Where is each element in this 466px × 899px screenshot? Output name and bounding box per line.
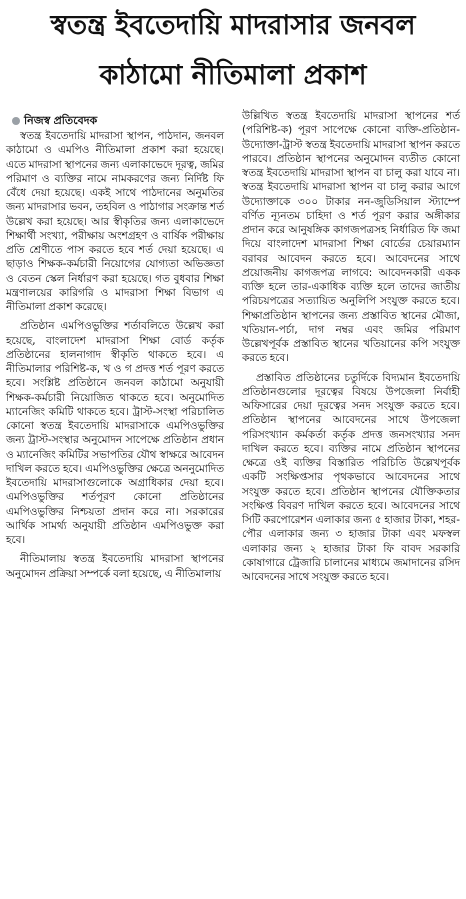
article-column-left: [6, 114, 224, 581]
article-paragraph: উল্লিখিত স্বতন্ত্র ইবতেদায়ি মাদরাসা স্থাপনের শর্ত (পরিশিষ্ট-ক) পূরণ সাপেক্ষে কোনো ব্যক্তি-প্রতিষ্ঠান-উদ্যোক্তা-ট্রাস্ট স্বতন্ত্র ইবতেদায়ি মাদরাসা স্থাপন করতে পারবে। প্রতিষ্ঠান স্থাপনের অনুমোদন ব্যতীত কোনো স্বতন্ত্র ইবতেদায়ি মাদরাসা স্থাপন বা চালু করা যাবে না। স্বতন্ত্র ইবতেদায়ি মাদরাসা স্থাপন বা চালু করার আগে উদ্যোক্তাকে ৩০০ টাকার নন-জুডিসিয়াল স্ট্যাম্পে বর্ণিত ন্যূনতম চাহিদা ও শর্ত পূরণ করার অঙ্গীকার প্রদান করে আনুষঙ্গিক কাগজপত্রসহ নির্ধারিত ফি জমা দিয়ে বাংলাদেশ মাদরাসা শিক্ষা বোর্ডের চেয়ারম্যান বরাবর আবেদন করতে হবে। আবেদনের সাথে প্রয়োজনীয় কাগজপত্র লাগবে: আবেদনকারী একক ব্যক্তি হলে তার-একাধিক ব্যক্তি হলে তাদের জাতীয় পরিচয়পত্রের সত্যায়িত অনুলিপি সংযুক্ত করতে হবে। শিক্ষাপ্রতিষ্ঠান স্থাপনের জন্য প্রস্তাবিত স্থানের মৌজা, খতিয়ান-পর্চা, দাগ নম্বর এবং জমির পরিমাণ উল্লেখপূর্বক প্রস্তাবিত স্থানের খতিয়ানের কপি সংযুক্ত করতে হবে।: [242, 110, 460, 365]
article-column-right: [242, 109, 460, 584]
article-paragraph: স্বতন্ত্র ইবতেদায়ি মাদরাসা স্থাপন, পাঠদান, জনবল কাঠামো ও এমপিও নীতিমালা প্রকাশ করা হয়েছে। এতে মাদরাসা স্থাপনের জন্য এলাকাভেদে দূরত্ব, জমির পরিমাণ ও ব্যক্তির নামে নামকরণের জন্য নির্দিষ্ট ফি বেঁধে দেয়া হয়েছে। একই সাথে পাঠদানের অনুমতির জন্য মাদরাসার ভবন, তহবিল ও পাঠাগার সংক্রান্ত শর্ত উল্লেখ করা হয়েছে। আর স্বীকৃতির জন্য এলাকাভেদে শিক্ষার্থী সংখ্যা, পরীক্ষায় অংশগ্রহণ ও বার্ষিক পরীক্ষায় প্রতি শ্রেণীতে পাস করতে হবে শর্ত দেয়া হয়েছে। এ ছাড়াও শিক্ষক-কর্মচারী নিয়োগের যোগ্যতা অভিজ্ঞতা ও বেতন স্কেল নির্ধারণ করা হয়েছে। গত বুধবার শিক্ষা মন্ত্রণালয়ের কারিগরি ও মাদরাসা শিক্ষা বিভাগ এ নীতিমালা প্রকাশ করেছে।: [6, 130, 224, 313]
article-paragraph: প্রস্তাবিত প্রতিষ্ঠানের চতুর্দিকে বিদ্যমান ইবতেদায়ি প্রতিষ্ঠানগুলোর দূরত্বের বিষয়ে উপজেলা নির্বাহী অফিসারের দেয়া দূরত্বের সনদ সংযুক্ত করতে হবে। প্রতিষ্ঠান স্থাপনের আবেদনের সাথে উপজেলা পরিসংখ্যান কর্মকর্তা কর্তৃক প্রদত্ত জনসংখ্যার সনদ দাখিল করতে হবে। ব্যক্তির নামে প্রতিষ্ঠান স্থাপনের ক্ষেত্রে ওই ব্যক্তির বিস্তারিত পরিচিতি উল্লেখপূর্বক একটি সংক্ষিপ্তসার পৃথকভাবে আবেদনের সাথে সংযুক্ত করতে হবে। প্রতিষ্ঠান স্থাপনের যৌক্তিকতার সংক্ষিপ্ত বিবরণ দাখিল করতে হবে। আবেদনের সাথে সিটি করপোরেশন এলাকার জন্য ৫ হাজার টাকা, শহর-পৌর এলাকার জন্য ৩ হাজার টাকা এবং মফস্বল এলাকার জন্য ২ হাজার টাকা ফি বাবদ সরকারি কোষাগারে ট্রেজারি চালানের মাধ্যমে জমাদানের রসিদ আবেদনের সাথে সংযুক্ত করতে হবে।: [242, 371, 460, 583]
byline-text: নিজস্ব প্রতিবেদক: [24, 114, 98, 127]
headline-line-1: স্বতন্ত্র ইবতেদায়ি মাদরাসার জনবল: [50, 10, 416, 41]
article-paragraph: প্রতিষ্ঠান এমপিওভুক্তির শর্তাবলিতে উল্লেখ করা হয়েছে, বাংলাদেশ মাদরাসা শিক্ষা বোর্ড কর্তৃক প্রতিষ্ঠানের হালনাগাদ স্বীকৃতি থাকতে হবে। এ নীতিমালার পরিশিষ্ট-ক, খ ও গ প্রদত্ত শর্ত পূরণ করতে হবে। সংশ্লিষ্ট প্রতিষ্ঠানে জনবল কাঠামো অনুযায়ী শিক্ষক-কর্মচারী নিয়োজিত থাকতে হবে। অনুমোদিত ম্যানেজিং কমিটি থাকতে হবে। ট্রাস্ট-সংস্থা পরিচালিত কোনো স্বতন্ত্র ইবতেদায়ি মাদরাসাকে এমপিওভুক্তির জন্য ট্রাস্ট-সংস্থার অনুমোদন সাপেক্ষে প্রতিষ্ঠান প্রধান ও ম্যানেজিং কমিটির সভাপতির যৌথ স্বাক্ষরে আবেদন দাখিল করতে হবে। এমপিওভুক্তির ক্ষেত্রে অননুমোদিত ইবতেদায়ি মাদরাসাগুলোকে অগ্রাধিকার দেয়া হবে। এমপিওভুক্তির শর্তপূরণ কোনো প্রতিষ্ঠানের এমপিওভুক্তির নিশ্চয়তা প্রদান করে না। সরকারের আর্থিক সামর্থ্য অনুযায়ী প্রতিষ্ঠান এমপিওভুক্ত করা হবে।: [6, 320, 224, 546]
article-paragraph: নীতিমালায় স্বতন্ত্র ইবতেদায়ি মাদরাসা স্থাপনের অনুমোদন প্রক্রিয়া সম্পর্কে বলা হয়েছে, এ নীতিমালায়: [6, 553, 224, 580]
headline-line-2: কাঠামো নীতিমালা প্রকাশ: [99, 60, 367, 91]
bullet-icon: [12, 117, 20, 125]
byline: [6, 114, 224, 128]
